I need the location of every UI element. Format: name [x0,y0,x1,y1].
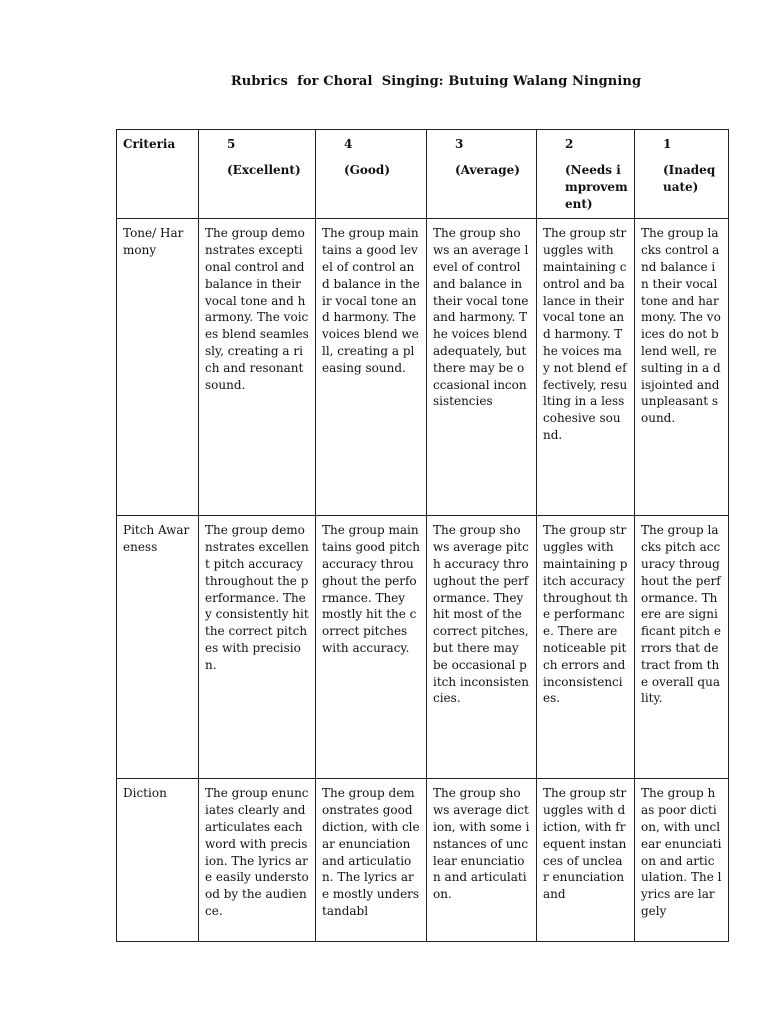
descriptor-cell: The group lacks control and balance in their vocal tone and harmony. The voices do not blend well, resulting in a disjointed and unpleasant sound. [635,219,729,516]
descriptor-cell: The group demonstrates excellent pitch accuracy throughout the performance. They consistently hit the correct pitches with precision. [199,516,316,779]
criteria-header: Criteria [117,130,199,219]
descriptor-cell: The group demonstrates good diction, with clear enunciation and articulation. The lyrics are mostly understandabl [316,779,427,942]
level-header-3 [427,130,537,219]
level-header-1 [635,130,729,219]
descriptor-cell: The group struggles with maintaining control and balance in their vocal tone and harmony. The voices may not blend effectively, resulting in a less cohesive sound. [537,219,635,516]
level-label: (Needs improvement) [565,163,628,211]
descriptor-cell: The group demonstrates exceptional control and balance in their vocal tone and harmony. The voices blend seamlessly, creating a rich and resonant sound. [199,219,316,516]
descriptor-cell: The group lacks pitch accuracy throughout the performance. There are significant pitch errors that detract from the overall quality. [635,516,729,779]
document-title: Rubrics for Choral Singing: Butuing Walang Ningning [230,74,642,89]
criterion-cell: Pitch Awareness [117,516,199,779]
level-label: (Average) [455,163,520,177]
level-label: (Excellent) [227,163,301,177]
level-header-4 [316,130,427,219]
level-score: 2 [565,137,574,151]
table-header-row [117,130,729,219]
descriptor-cell: The group shows an average level of control and balance in their vocal tone and harmony. The voices blend adequately, but there may be occasional inconsistencies [427,219,537,516]
descriptor-cell: The group maintains a good level of control and balance in their vocal tone and harmony. The voices blend well, creating a pleasing sound. [316,219,427,516]
table-row [117,219,729,516]
level-score: 1 [663,137,672,151]
table-row [117,779,729,942]
table-row [117,516,729,779]
level-score: 3 [455,137,464,151]
criterion-cell: Diction [117,779,199,942]
level-label: (Good) [344,163,391,177]
level-label: (Inadequate) [663,163,716,194]
descriptor-cell: The group struggles with maintaining pitch accuracy throughout the performance. There are noticeable pitch errors and inconsistencies. [537,516,635,779]
descriptor-cell: The group enunciates clearly and articulates each word with precision. The lyrics are easily understood by the audience. [199,779,316,942]
criterion-cell: Tone/ Harmony [117,219,199,516]
descriptor-cell: The group shows average diction, with some instances of unclear enunciation and articulation. [427,779,537,942]
level-header-5 [199,130,316,219]
level-score: 5 [227,137,236,151]
level-header-2 [537,130,635,219]
rubric-table [116,129,729,942]
descriptor-cell: The group shows average pitch accuracy throughout the performance. They hit most of the correct pitches, but there may be occasional pitch inconsistencies. [427,516,537,779]
descriptor-cell: The group struggles with diction, with frequent instances of unclear enunciation and [537,779,635,942]
level-score: 4 [344,137,353,151]
descriptor-cell: The group maintains good pitch accuracy throughout the performance. They mostly hit the correct pitches with accuracy. [316,516,427,779]
descriptor-cell: The group has poor diction, with unclear enunciation and articulation. The lyrics are largely [635,779,729,942]
